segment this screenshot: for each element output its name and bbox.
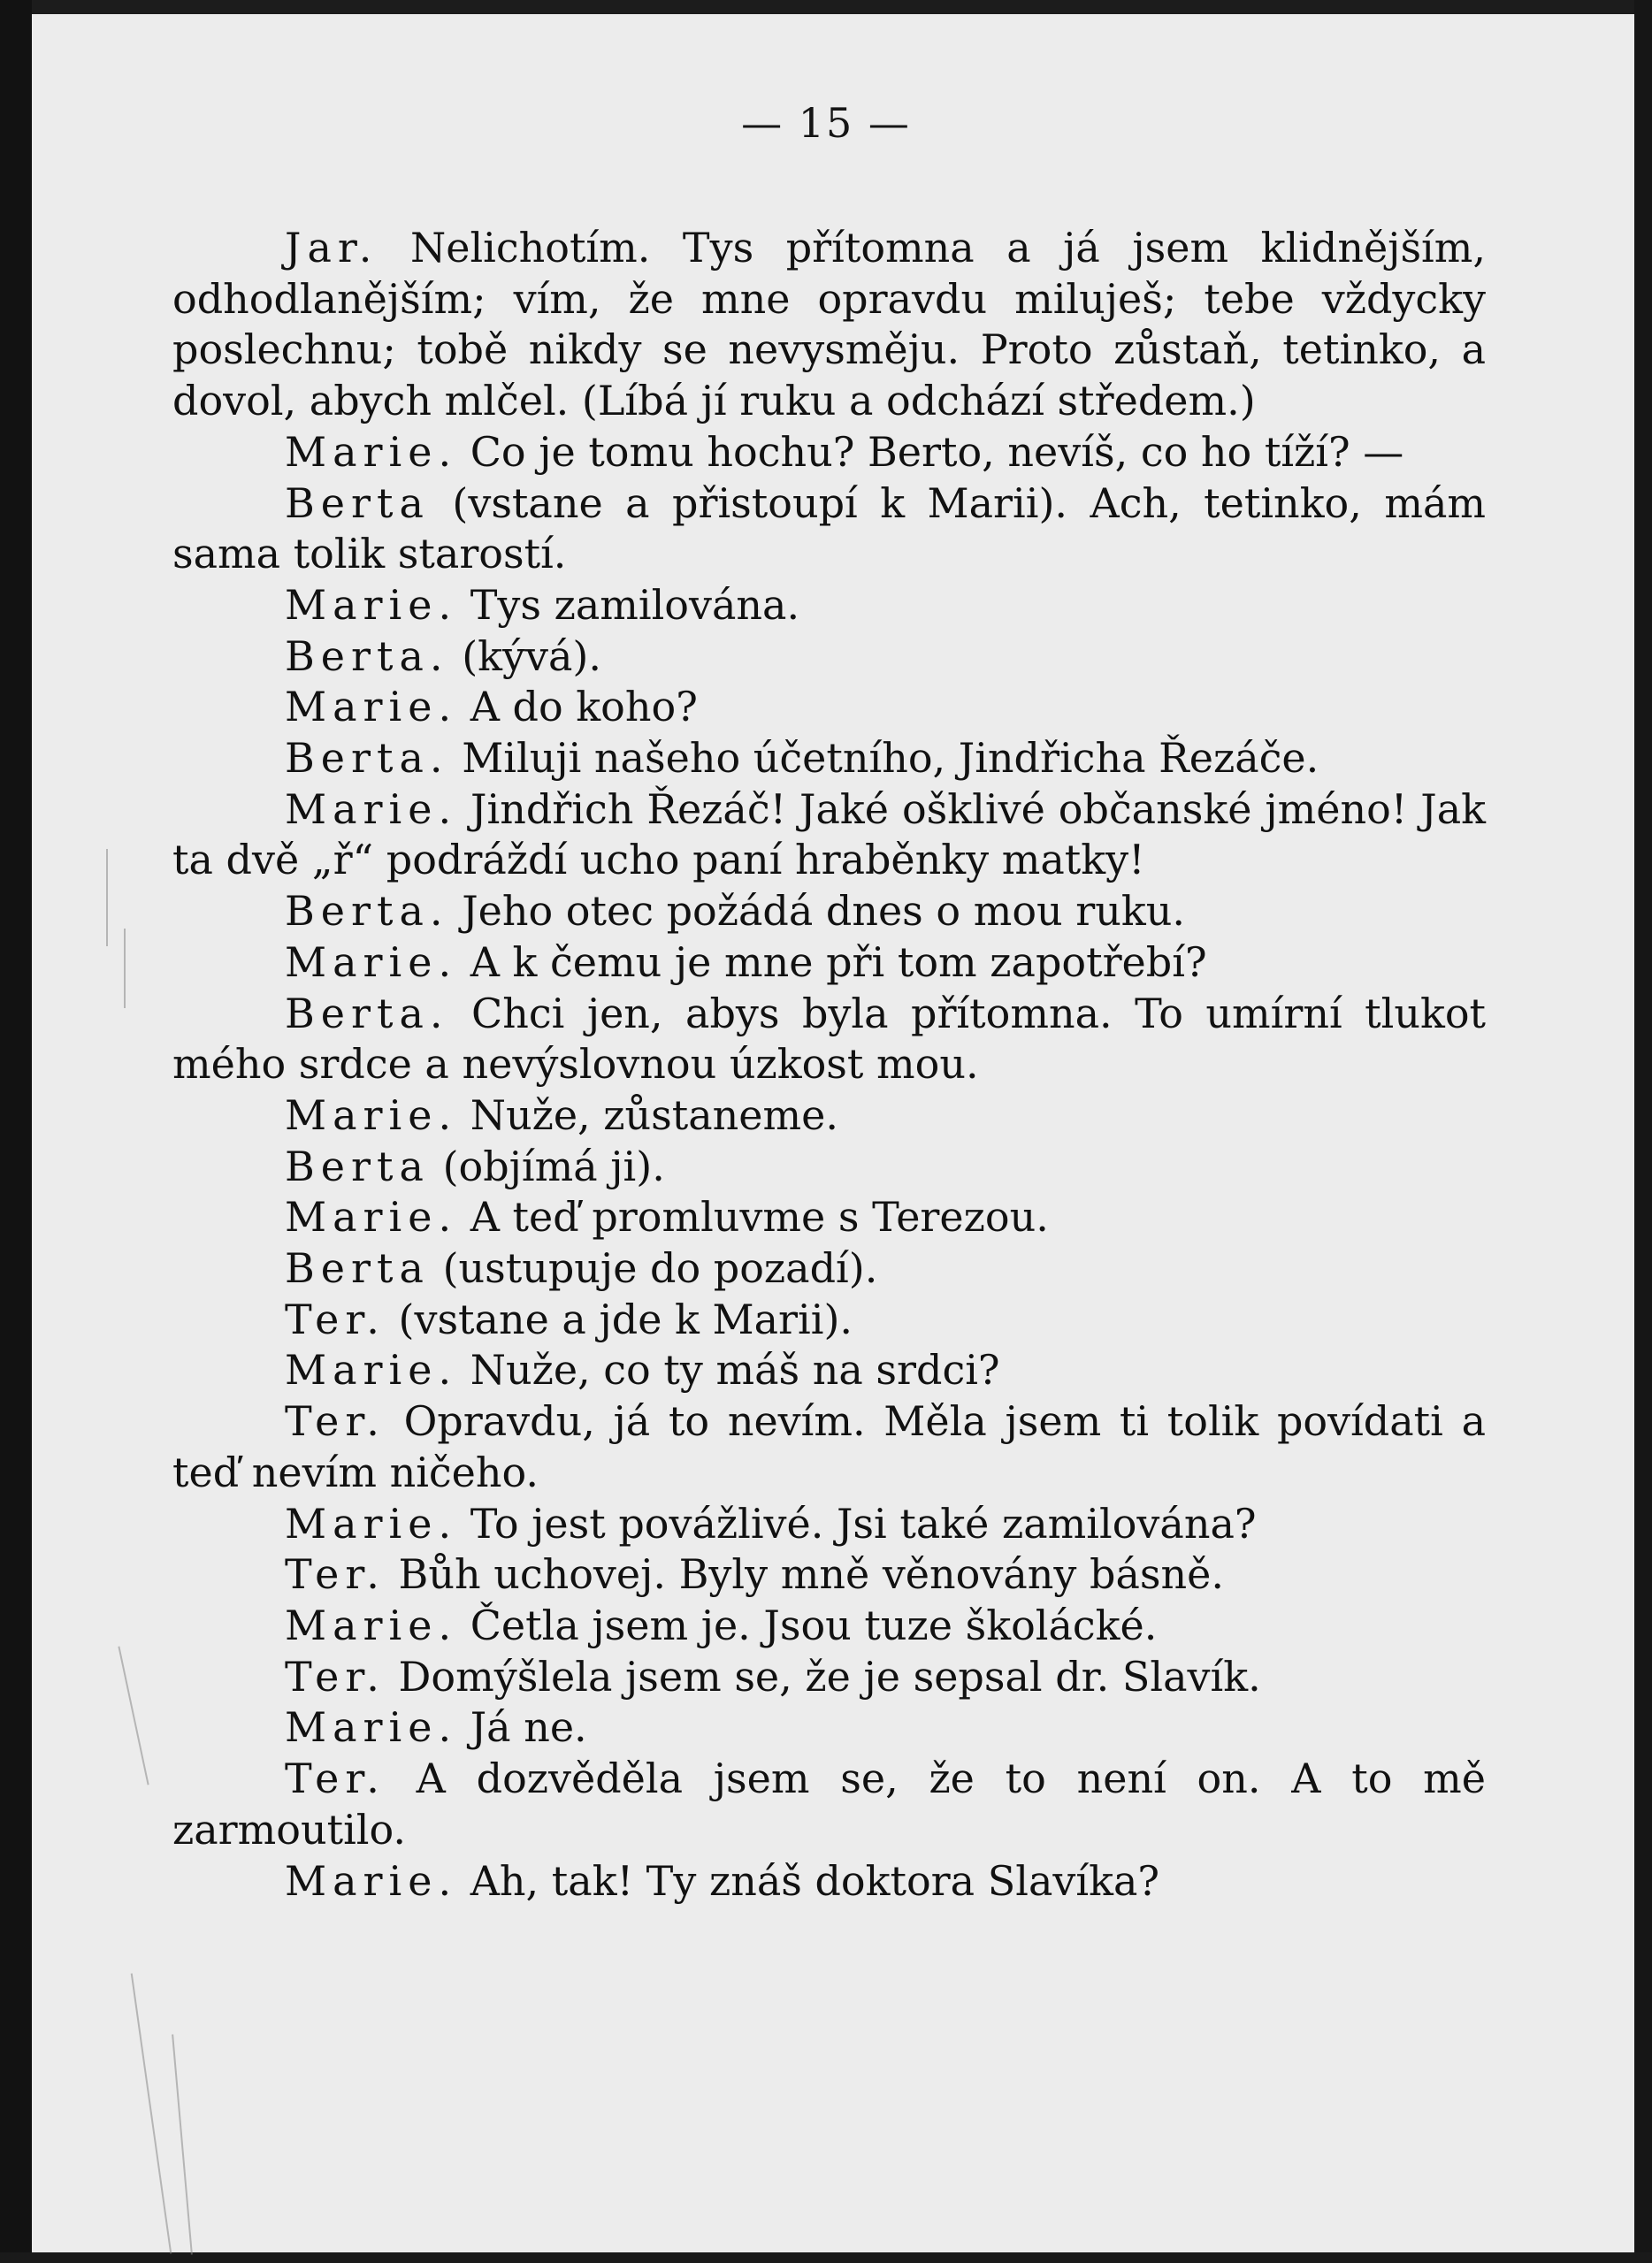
dialogue-paragraph <box>172 1345 1486 1396</box>
dialogue-paragraph <box>172 784 1486 886</box>
scan-scratch <box>124 929 126 1008</box>
dialogue-line: Chci jen, abys byla přítomna. To umírní tlukot mého srdce a nevýslovnou úzkost mou. <box>172 989 1486 1089</box>
dialogue-paragraph <box>172 1652 1486 1703</box>
speaker-name: Marie. <box>285 427 458 476</box>
dialogue-paragraph <box>172 1396 1486 1498</box>
dialogue-paragraph <box>172 1243 1486 1295</box>
dialogue-line: Jindřich Řezáč! Jaké ošklivé občanské jméno! Jak ta dvě „ř“ podráždí ucho paní hraběnky matky! <box>172 784 1486 884</box>
speaker-name: Marie. <box>285 1499 458 1548</box>
speaker-name: Marie. <box>285 1193 458 1242</box>
scan-border-right <box>1634 0 1652 2263</box>
dialogue-line: Četla jsem je. Jsou tuze školácké. <box>470 1601 1158 1649</box>
speaker-name: Marie. <box>285 1856 458 1905</box>
speaker-name: Marie. <box>285 1601 458 1649</box>
dialogue-line: Nelichotím. Tys přítomna a já jsem klidnějším, odhodlanějším; vím, že mne opravdu miluješ; tebe vždycky poslechnu; tobě nikdy se nevysměju. Proto zůstaň, tetinko, a dovol, abych mlčel. (Líbá jí ruku a odchází středem.) <box>172 224 1487 425</box>
dialogue-line: Tys zamilována. <box>470 580 800 629</box>
dialogue-paragraph <box>172 989 1486 1090</box>
dialogue-paragraph <box>172 937 1486 989</box>
dialogue-line: Ah, tak! Ty znáš doktora Slavíka? <box>470 1856 1160 1905</box>
dialogue-line: Opravdu, já to nevím. Měla jsem ti tolik povídati a teď nevím ničeho. <box>172 1397 1486 1496</box>
dialogue-paragraph <box>172 1090 1486 1142</box>
dialogue-line: Domýšlela jsem se, že je sepsal dr. Slavík. <box>398 1652 1261 1701</box>
dialogue-paragraph <box>172 733 1486 784</box>
scan-scratch <box>131 1973 172 2253</box>
speaker-name: Berta. <box>285 887 449 936</box>
dialogue-line: (kývá). <box>462 631 601 680</box>
dialogue-paragraph <box>172 478 1486 580</box>
speaker-name: Jar. <box>285 224 379 271</box>
dialogue-line: Nuže, zůstaneme. <box>470 1090 838 1139</box>
dialogue-paragraph <box>172 1754 1486 1855</box>
dialogue-paragraph <box>172 1142 1486 1193</box>
speaker-name: Marie. <box>285 683 458 731</box>
speaker-name: Ter. <box>285 1397 386 1446</box>
dialogue-paragraph <box>172 1549 1486 1601</box>
dialogue-line: (objímá ji). <box>442 1142 665 1190</box>
speaker-name: Marie. <box>285 1090 458 1139</box>
dialogue-paragraph <box>172 1702 1486 1754</box>
dialogue-paragraph <box>172 682 1486 733</box>
dialogue-paragraph <box>172 1295 1486 1346</box>
scan-scratch <box>172 2034 193 2254</box>
dialogue-paragraph <box>172 886 1486 937</box>
play-dialogue <box>172 223 1486 1907</box>
page-number: — 15 — <box>741 99 911 147</box>
dialogue-line: Já ne. <box>470 1703 587 1752</box>
dialogue-paragraph <box>172 1856 1486 1907</box>
speaker-name: Berta. <box>285 631 449 680</box>
scan-border-left <box>0 0 32 2263</box>
scan-border-bottom <box>0 2252 1652 2263</box>
dialogue-line: A do koho? <box>470 683 698 731</box>
speaker-name: Marie. <box>285 937 458 986</box>
speaker-name: Ter. <box>285 1755 386 1803</box>
dialogue-line: To jest povážlivé. Jsi také zamilována? <box>470 1499 1257 1548</box>
dialogue-paragraph <box>172 427 1486 478</box>
speaker-name: Ter. <box>285 1295 386 1343</box>
speaker-name: Ter. <box>285 1652 386 1701</box>
dialogue-line: A dozvěděla jsem se, že to není on. A to mě zarmoutilo. <box>172 1755 1486 1854</box>
dialogue-line: Jeho otec požádá dnes o mou ruku. <box>462 887 1186 936</box>
speaker-name: Berta. <box>285 734 449 783</box>
dialogue-line: Nuže, co ty máš na srdci? <box>470 1346 1000 1395</box>
speaker-name: Berta. <box>285 989 449 1037</box>
dialogue-line: Bůh uchovej. Byly mně věnovány básně. <box>398 1550 1224 1599</box>
dialogue-line: Miluji našeho účetního, Jindřicha Řezáče. <box>462 734 1319 783</box>
dialogue-line: (vstane a jde k Marii). <box>398 1295 853 1343</box>
speaker-name: Marie. <box>285 580 458 629</box>
speaker-name: Marie. <box>285 1703 458 1752</box>
dialogue-line: (ustupuje do pozadí). <box>442 1244 878 1293</box>
dialogue-paragraph <box>172 1192 1486 1243</box>
scan-scratch <box>118 1647 149 1785</box>
dialogue-line: A k čemu je mne při tom zapotřebí? <box>470 937 1207 986</box>
dialogue-line: A teď promluvme s Terezou. <box>470 1193 1049 1242</box>
speaker-name: Berta <box>285 478 430 527</box>
scan-scratch <box>106 849 108 946</box>
dialogue-line: Co je tomu hochu? Berto, nevíš, co ho tíží? — <box>470 427 1404 476</box>
dialogue-paragraph <box>172 1601 1486 1652</box>
speaker-name: Berta <box>285 1244 430 1293</box>
speaker-name: Ter. <box>285 1550 386 1599</box>
speaker-name: Berta <box>285 1142 430 1190</box>
scan-border-top <box>0 0 1652 14</box>
dialogue-line: (vstane a přistoupí k Marii). Ach, tetinko, mám sama tolik starostí. <box>172 478 1486 578</box>
dialogue-paragraph <box>172 223 1486 427</box>
speaker-name: Marie. <box>285 1346 458 1395</box>
speaker-name: Marie. <box>285 784 458 833</box>
dialogue-paragraph <box>172 1499 1486 1550</box>
dialogue-paragraph <box>172 631 1486 683</box>
dialogue-paragraph <box>172 580 1486 631</box>
